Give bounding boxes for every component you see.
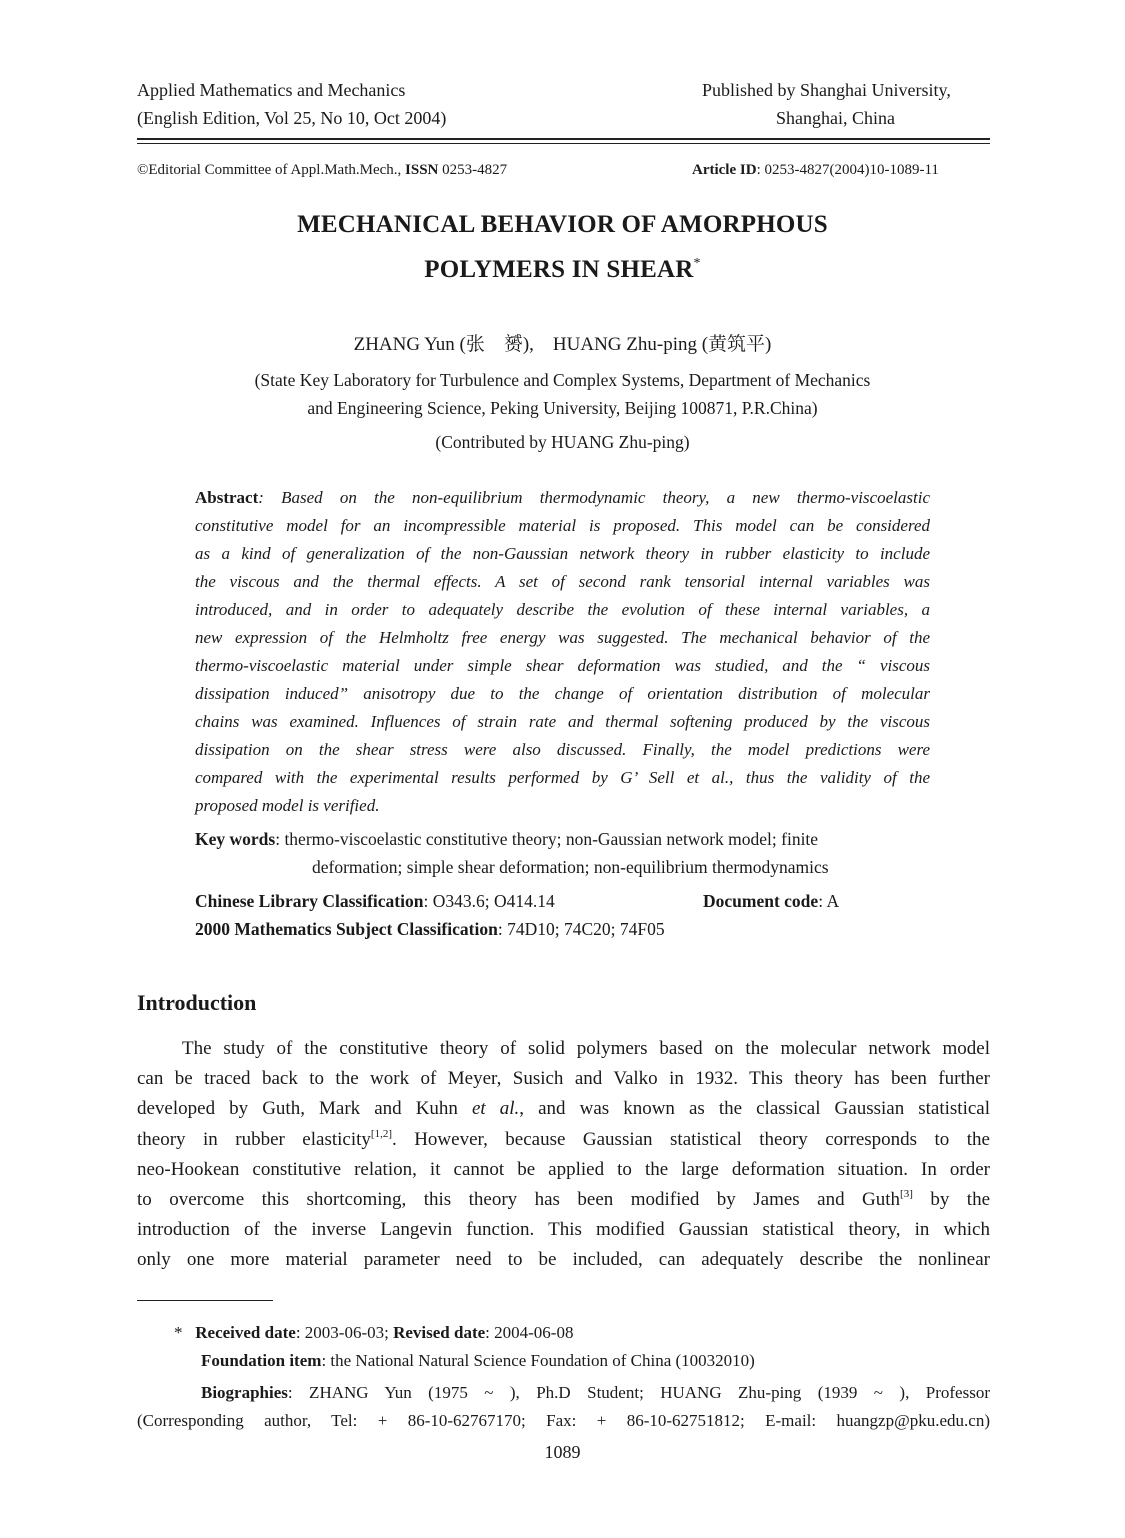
affiliation-line-2: and Engineering Science, Peking University, Beijing 100871, P.R.China) — [307, 398, 818, 418]
msc-label: 2000 Mathematics Subject Classification — [195, 919, 498, 939]
body-line: The study of the constitutive theory of solid polymers based on the molecular network model — [182, 1038, 990, 1059]
body-line: only one more material parameter need to be included, can adequately describe the nonlinear — [137, 1249, 990, 1271]
journal-name: Applied Mathematics and Mechanics — [137, 80, 406, 100]
keywords-line-2: deformation; simple shear deformation; non-equilibrium thermodynamics — [312, 857, 829, 877]
affiliation-line-1: (State Key Laboratory for Turbulence and Complex Systems, Department of Mechanics — [254, 370, 871, 390]
document-code-value: : A — [818, 891, 840, 911]
body-line: theory in rubber elasticity[1,2]. However, because Gaussian statistical theory corresponds to the — [137, 1127, 990, 1150]
footnote-rule — [137, 1300, 273, 1301]
article-id-line — [692, 162, 939, 179]
body-line: can be traced back to the work of Meyer, Susich and Valko in 1932. This theory has been further — [137, 1068, 990, 1090]
footnote-dates — [174, 1323, 573, 1343]
contact-line: (Corresponding author, Tel: + 86-10-62767170; Fax: + 86-10-62751812; E-mail: huangzp@pku.edu.cn) — [137, 1411, 990, 1430]
abstract-line: the viscous and the thermal effects. A set of second rank tensorial internal variables was — [195, 572, 930, 591]
copyright-line — [137, 162, 507, 179]
keywords-label: Key words — [195, 829, 276, 849]
received-label: Received date — [195, 1323, 296, 1342]
article-id: : 0253-4827(2004)10-1089-11 — [756, 162, 939, 178]
footnote-biographies — [137, 1379, 990, 1435]
abstract-line: compared with the experimental results performed by G’ Sell et al., thus the validity of the — [195, 768, 930, 787]
abstract-line: as a kind of generalization of the non-Gaussian network theory in rubber elasticity to include — [195, 544, 930, 563]
header-rule-bottom — [137, 143, 990, 144]
publisher-location: Shanghai, China — [776, 108, 895, 128]
body-line: introduction of the inverse Langevin function. This modified Gaussian statistical theory, in which — [137, 1219, 990, 1241]
copyright: ©Editorial Committee of Appl.Math.Mech., — [137, 162, 402, 178]
document-code-label: Document code — [703, 891, 819, 911]
foundation-text: : the National Natural Science Foundation of China (10032010) — [321, 1351, 755, 1370]
biography-line: Biographies: ZHANG Yun (1975 ~ ), Ph.D Student; HUANG Zhu-ping (1939 ~ ), Professor — [201, 1383, 990, 1402]
footnote-foundation — [201, 1351, 755, 1371]
abstract-line: dissipation induced” anisotropy due to the change of orientation distribution of molecular — [195, 684, 930, 703]
abstract-line: chains was examined. Influences of strain rate and thermal softening produced by the viscous — [195, 712, 930, 731]
body-line: developed by Guth, Mark and Kuhn et al., and was known as the classical Gaussian statistical — [137, 1098, 991, 1120]
clc-value: : O343.6; O414.14 — [423, 891, 555, 911]
abstract-line: thermo-viscoelastic material under simple shear deformation was studied, and the “ viscous — [195, 656, 930, 675]
citation: [3] — [900, 1187, 913, 1200]
abstract-label: Abstract — [195, 488, 259, 507]
header-rule-top — [137, 138, 990, 140]
revised-date: : 2004-06-08 — [485, 1323, 574, 1342]
journal-edition: (English Edition, Vol 25, No 10, Oct 2004) — [137, 108, 447, 128]
issn: 0253-4827 — [442, 162, 508, 178]
abstract-line: Abstract: Based on the non-equilibrium thermodynamic theory, a new thermo-viscoelastic — [195, 488, 930, 507]
msc-value: : 74D10; 74C20; 74F05 — [497, 919, 665, 939]
msc-line — [195, 919, 665, 940]
abstract-line: dissipation on the shear stress were also discussed. Finally, the model predictions were — [195, 740, 930, 759]
abstract — [195, 484, 930, 820]
biographies-label: Biographies — [201, 1383, 288, 1402]
article-id-label: Article ID — [692, 162, 757, 178]
abstract-line: new expression of the Helmholtz free energy was suggested. The mechanical behavior of the — [195, 628, 930, 647]
keywords-line-1: Key words: thermo-viscoelastic constitutive theory; non-Gaussian network model; finite — [195, 829, 819, 849]
abstract-line: introduced, and in order to adequately describe the evolution of these internal variables, a — [195, 600, 930, 619]
paper-title-line-2 — [0, 256, 1125, 284]
revised-label: Revised date — [393, 1323, 486, 1342]
received-date: : 2003-06-03; — [295, 1323, 389, 1342]
authors: ZHANG Yun (张 赟), HUANG Zhu-ping (黄筑平) — [353, 334, 772, 355]
foundation-label: Foundation item — [201, 1351, 322, 1370]
section-heading: Introduction — [137, 990, 257, 1015]
body-line: to overcome this shortcoming, this theory has been modified by James and Guth[3] by the — [137, 1187, 990, 1210]
page-number: 1089 — [544, 1442, 581, 1462]
paper-title-line-1: MECHANICAL BEHAVIOR OF AMORPHOUS — [297, 211, 828, 238]
introduction-paragraph — [137, 1034, 990, 1276]
clc-label: Chinese Library Classification — [195, 891, 424, 911]
title-footnote-marker: * — [693, 256, 701, 271]
paper-title-text: POLYMERS IN SHEAR — [424, 256, 694, 283]
contributed-by: (Contributed by HUANG Zhu-ping) — [435, 432, 690, 452]
issn-label: ISSN — [405, 162, 439, 178]
abstract-line: constitutive model for an incompressible material is proposed. This model can be considered — [195, 516, 930, 535]
document-code-line — [703, 891, 839, 912]
clc-line — [195, 891, 555, 912]
citation: [1,2] — [370, 1127, 392, 1140]
footnote-marker: * — [174, 1323, 183, 1342]
abstract-line: proposed model is verified. — [195, 796, 380, 815]
body-line: neo-Hookean constitutive relation, it cannot be applied to the large deformation situation. In order — [137, 1158, 990, 1180]
publisher: Published by Shanghai University, — [702, 80, 951, 100]
